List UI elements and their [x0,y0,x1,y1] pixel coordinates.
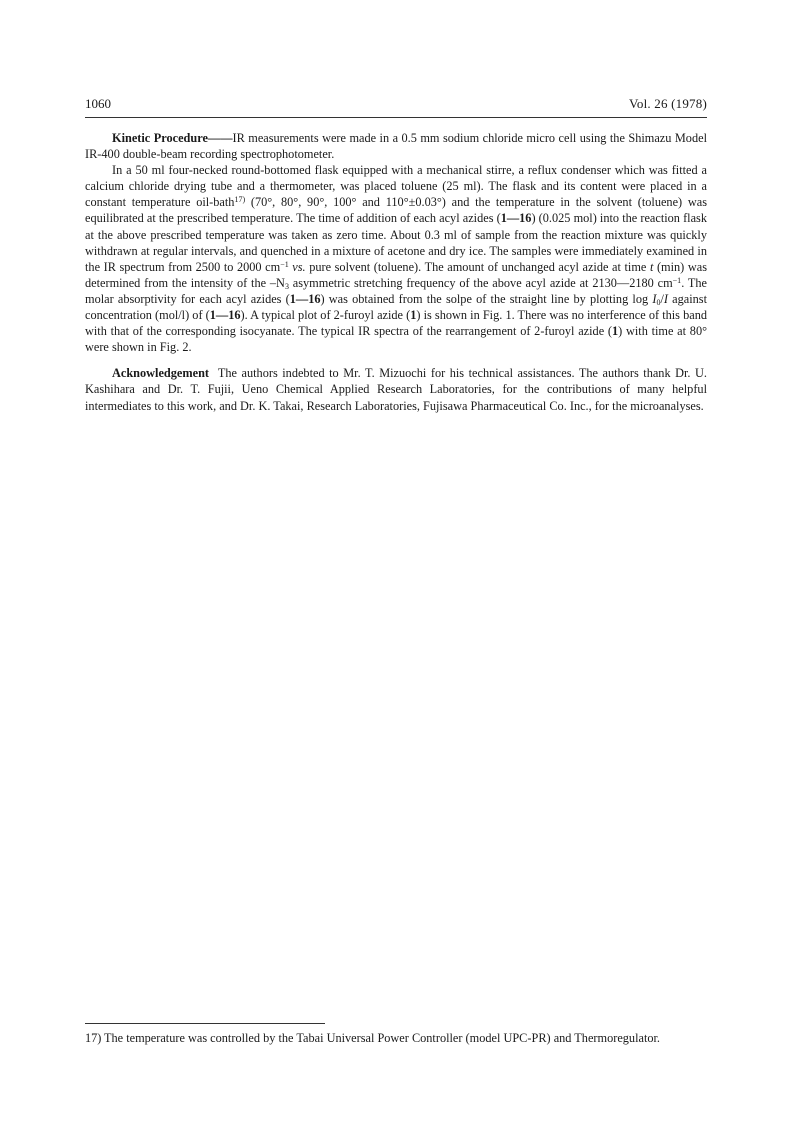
compound-range: 1—16 [500,211,532,226]
footnote-text: The temperature was controlled by the Tabai Universal Power Controller (model UPC-PR) and Thermoregulator. [104,1031,661,1045]
running-header [85,96,707,116]
footnote-17 [85,1030,707,1046]
footnote-rule [85,1023,325,1024]
superscript: −1 [280,259,289,269]
kinetic-procedure-heading: Kinetic Procedure—— [112,131,233,145]
article-body [85,130,711,414]
footnote-number: 17) [85,1031,102,1045]
italic-i: I [663,291,668,306]
italic-i: I [652,291,657,306]
method-text: ) (0.025 mol) into the reaction flask at the above prescribed temperature was taken as zero time. About 0.3 ml of sample from the reaction mixture was quickly withdrawn at regular intervals, and quenched in a mixture of acetone and dry ice. The samples were immediately examined in the IR spectrum from 2500 to 2000 cm [85,211,707,274]
page-number: 1060 [85,96,111,111]
footnote-ref-17[interactable]: 17) [234,195,246,205]
method-text: (min) was determined from the intensity of the –N [85,259,707,290]
italic-vs: vs. [288,259,306,274]
italic-t: t [649,259,654,274]
method-text: . The molar absorptivity for each acyl azides ( [85,275,707,306]
method-text: against concentration (mol/l) of ( [85,291,707,323]
header-rule [85,117,707,118]
method-paragraph [85,162,707,355]
acknowledgement-paragraph [85,365,711,413]
compound-number: 1 [612,324,619,339]
journal-volume: Vol. 26 (1978) [628,96,707,111]
acknowledgement-text: The authors indebted to Mr. T. Mizuochi for his technical assistances. The authors thank Dr. U. Kashihara and Dr. T. Fujii, Ueno Chemical Applied Research Laboratories, for the contributions of many helpful intermediates to this work, and Dr. K. Takai, Research Laboratories, Fujisawa Pharmaceutical Co. Inc., for the microanalyses. [85,366,711,413]
subscript: 0 [656,297,661,307]
slash: / [660,291,664,306]
method-text: asymmetric stretching frequency of the above acyl azide at 2130—2180 cm [288,275,673,290]
kinetic-procedure-paragraph [85,130,707,162]
compound-range: 1—16 [209,308,241,323]
compound-number: 1 [410,308,417,323]
kinetic-text-1: IR measurements were made in a 0.5 mm sodium chloride micro cell using the Shimazu Model IR-400 double-beam recording spectrophotometer. [85,131,707,162]
acknowledgement-heading: Acknowledgement [112,366,210,381]
compound-range: 1—16 [289,291,321,306]
method-text: pure solvent (toluene). The amount of unchanged acyl azide at time [305,259,650,274]
superscript: −1 [672,275,682,285]
method-text: ) is shown in Fig. 1. There was no interference of this band with that of the corresponding isocyanate. The typical IR spectra of the rearrangement of 2-furoyl azide ( [85,308,707,339]
method-text: In a 50 ml four-necked round-bottomed flask equipped with a mechanical stirre, a reflux condenser which was fitted a calcium chloride drying tube and a thermometer, was placed toluene (25 ml). The flask and its content were placed in a constant temperature oil-bath [85,163,707,210]
method-text: ) was obtained from the solpe of the straight line by plotting log [320,291,653,306]
method-text: ). A typical plot of 2-furoyl azide ( [240,308,411,323]
method-text: ) with time at 80° were shown in Fig. 2. [85,324,708,355]
method-text: (70°, 80°, 90°, 100° and 110°±0.03°) and the temperature in the solvent (toluene) was equilibrated at the prescribed temperature. The time of addition of each acyl azides ( [85,195,708,226]
subscript: 3 [284,281,289,291]
